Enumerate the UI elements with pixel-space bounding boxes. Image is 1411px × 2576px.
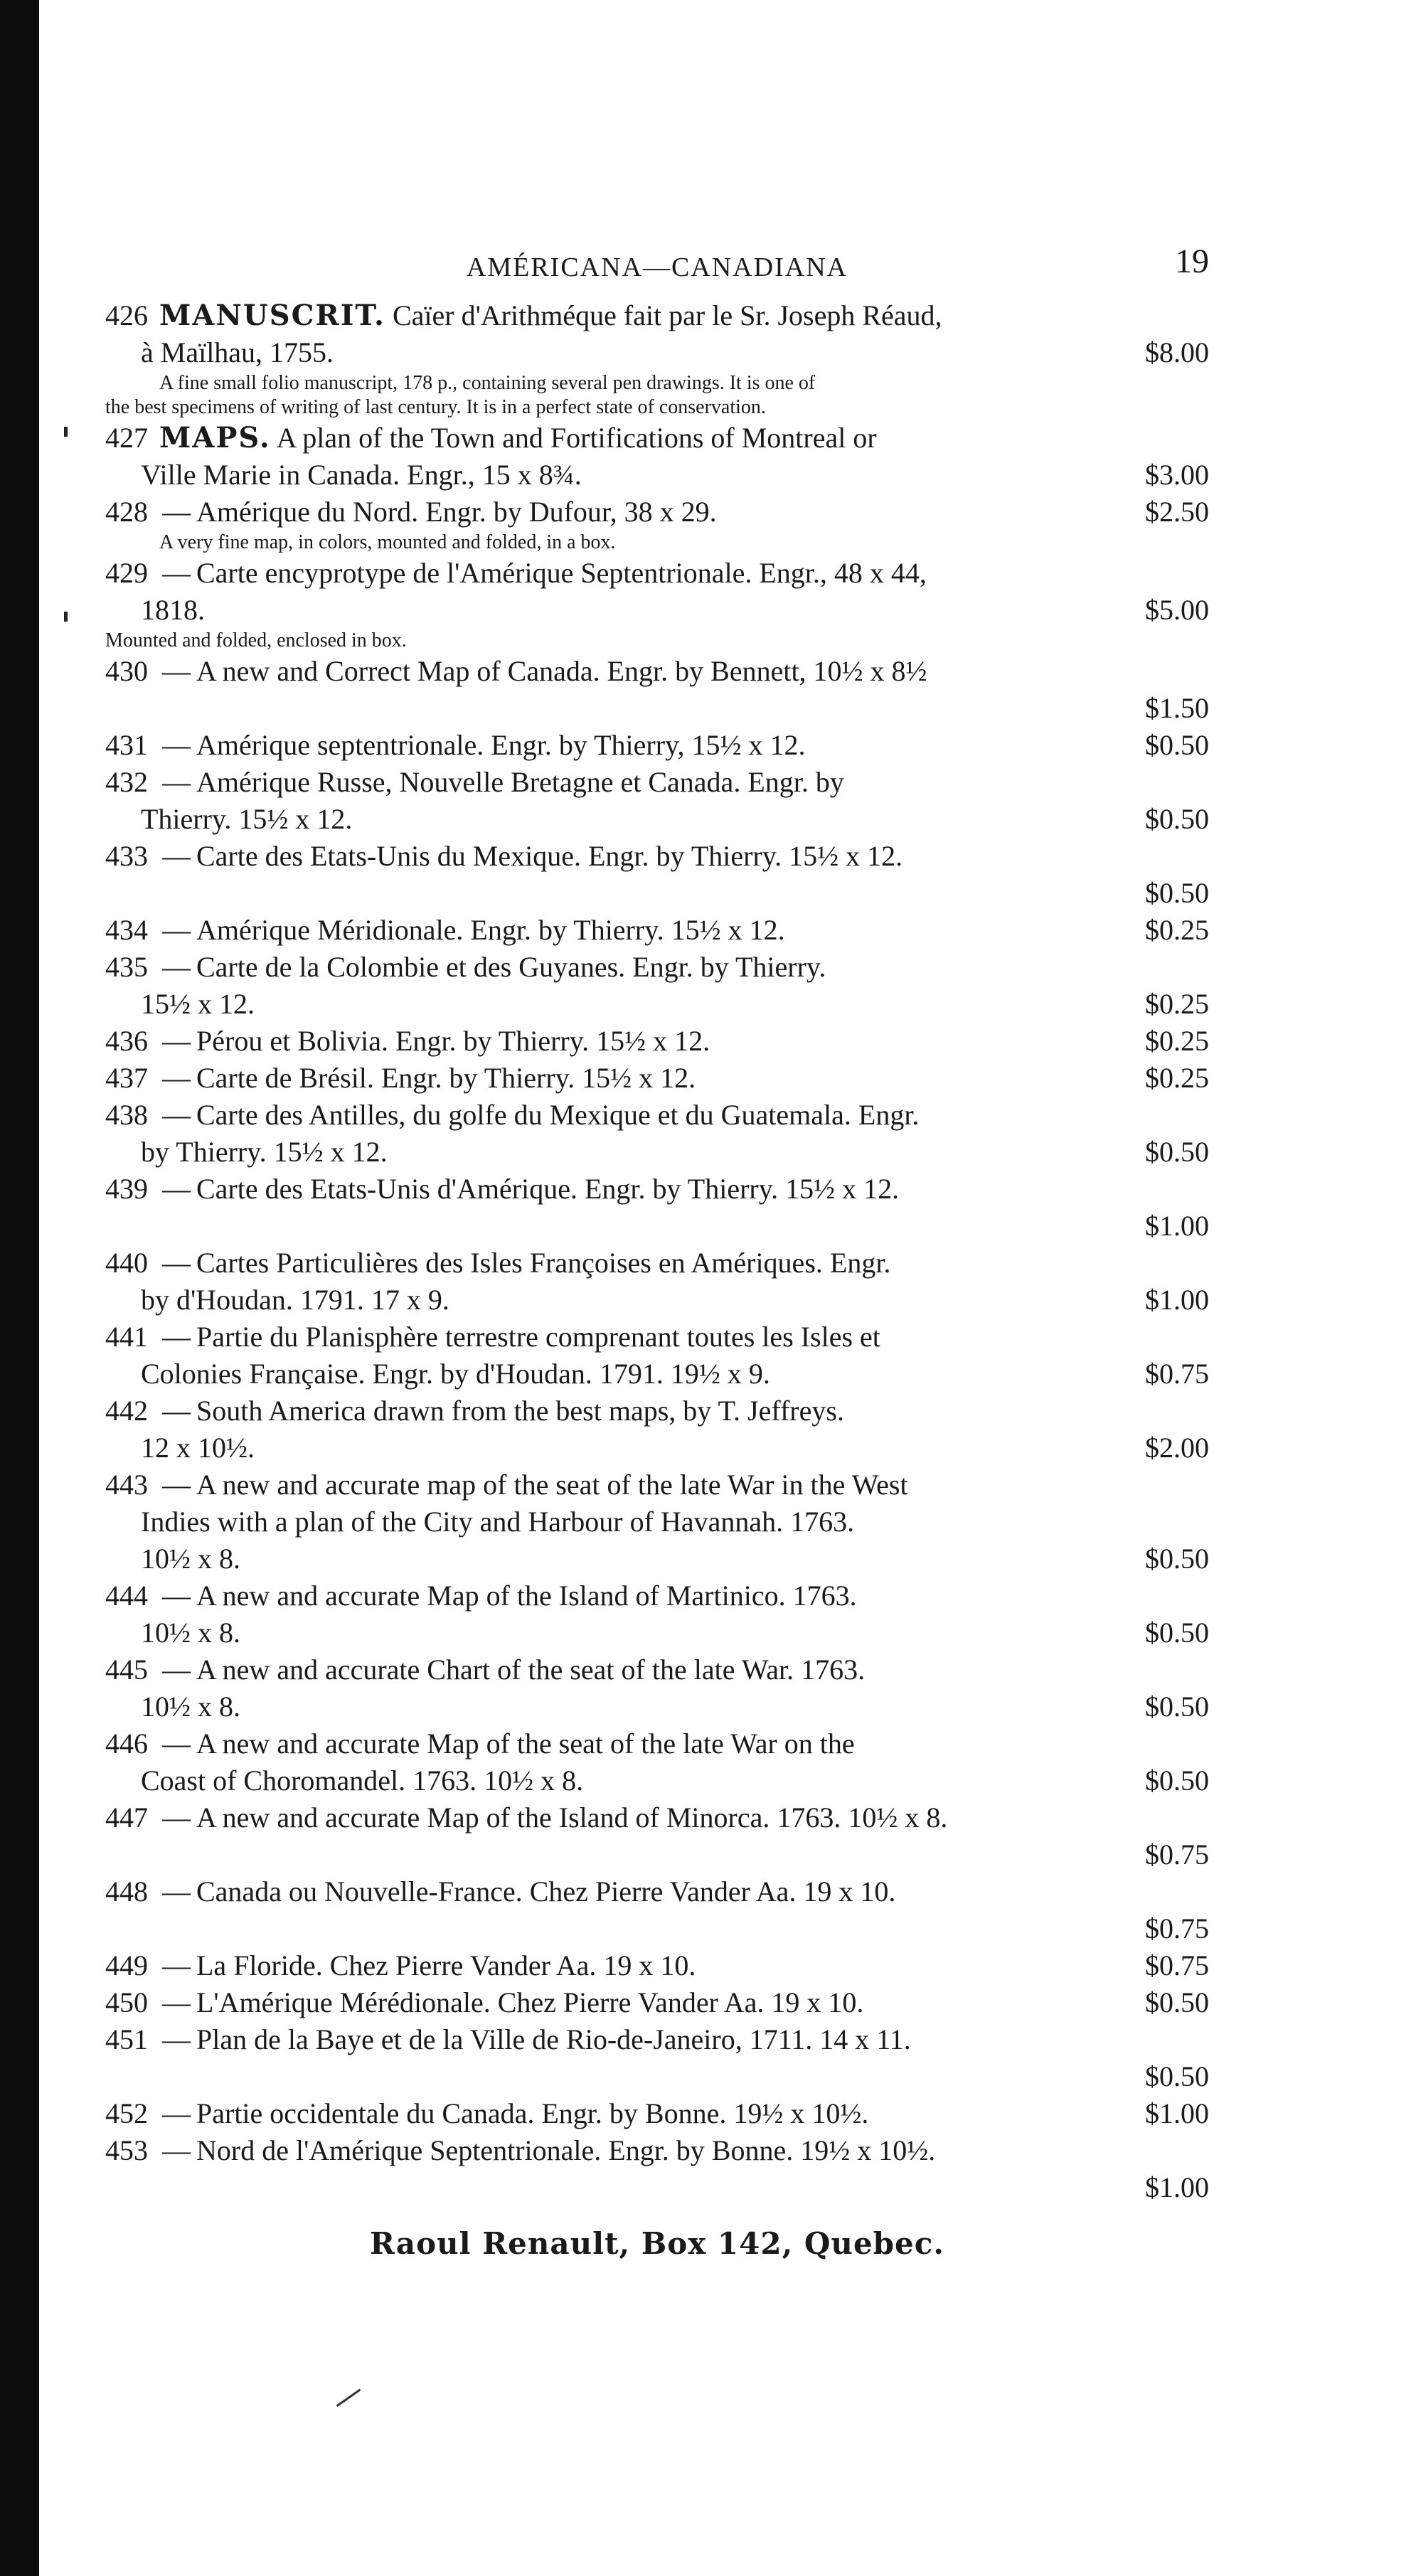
entry-price: $0.75 (1145, 1912, 1209, 1944)
entry-price: $0.50 (1145, 1136, 1209, 1168)
entry-text: Caïer d'Arithméque fait par le Sr. Joseph Réaud, (392, 299, 942, 331)
list-item (105, 555, 1209, 653)
entry-number: 429 (105, 557, 148, 589)
entry-price: $0.75 (1145, 1358, 1209, 1390)
list-item (105, 1393, 1209, 1467)
scan-edge-shadow (0, 0, 39, 2576)
list-item (105, 764, 1209, 838)
entry-text: 10½ x 8. (141, 1543, 240, 1575)
page-number: 19 (1175, 243, 1209, 280)
ditto-dash: — (162, 655, 191, 687)
ditto-dash: — (162, 2134, 191, 2166)
entry-number: 433 (105, 840, 148, 872)
ditto-dash: — (162, 2097, 191, 2129)
entry-number: 448 (105, 1875, 148, 1907)
entry-price: $0.50 (1145, 1986, 1209, 2018)
scan-speck (64, 612, 68, 622)
entry-text: by d'Houdan. 1791. 17 x 9. (141, 1284, 449, 1316)
entry-number: 449 (105, 1949, 148, 1981)
list-item (105, 420, 1209, 494)
entry-price: $8.00 (1145, 336, 1209, 368)
entry-price: $0.75 (1145, 1949, 1209, 1981)
entry-text: Canada ou Nouvelle-France. Chez Pierre Vander Aa. 19 x 10. (196, 1875, 896, 1907)
list-item (105, 1799, 1209, 1873)
ditto-dash: — (162, 1875, 191, 1907)
entry-text: Carte des Antilles, du golfe du Mexique et du Guatemala. Engr. (196, 1099, 920, 1131)
entry-text: Carte encyprotype de l'Amérique Septentrionale. Engr., 48 x 44, (196, 557, 927, 589)
entry-price: $3.00 (1145, 459, 1209, 491)
entry-text: A new and Correct Map of Canada. Engr. by Bennett, 10½ x 8½ (196, 655, 927, 687)
ditto-dash: — (162, 1986, 191, 2018)
list-item (105, 653, 1209, 727)
entry-text: Amérique Russe, Nouvelle Bretagne et Canada. Engr. by (196, 766, 844, 798)
ditto-dash: — (162, 914, 191, 946)
entry-price: $0.75 (1145, 1838, 1209, 1870)
entry-text: Carte des Etats-Unis du Mexique. Engr. by Thierry. 15½ x 12. (196, 840, 903, 872)
entry-number: 435 (105, 951, 148, 983)
entry-number: 439 (105, 1173, 148, 1205)
entry-text: A new and accurate Map of the Island of Minorca. 1763. 10½ x 8. (196, 1801, 948, 1833)
entry-price: $0.25 (1145, 1025, 1209, 1057)
entry-number: 446 (105, 1728, 148, 1760)
entry-text: Plan de la Baye et de la Ville de Rio-de-Janeiro, 1711. 14 x 11. (196, 2023, 911, 2055)
pencil-mark (336, 2389, 361, 2407)
entry-price: $0.50 (1145, 1617, 1209, 1649)
entry-price: $5.00 (1145, 594, 1209, 626)
list-item (105, 1245, 1209, 1319)
list-item (105, 727, 1209, 764)
entry-text: Colonies Française. Engr. by d'Houdan. 1791. 19½ x 9. (141, 1358, 770, 1390)
entry-number: 431 (105, 729, 148, 761)
entry-number: 430 (105, 655, 148, 687)
entry-number: 444 (105, 1580, 148, 1612)
scan-speck (64, 427, 68, 437)
entry-price: $1.00 (1145, 1210, 1209, 1242)
ditto-dash: — (162, 1025, 191, 1057)
entry-price: $0.25 (1145, 1062, 1209, 1094)
list-item (105, 1467, 1209, 1577)
entry-number: 445 (105, 1654, 148, 1686)
entry-text: Pérou et Bolivia. Engr. by Thierry. 15½ x 12. (196, 1025, 710, 1057)
entry-text: à Maïlhau, 1755. (141, 336, 334, 368)
entry-text: Ville Marie in Canada. Engr., 15 x 8¾. (141, 459, 582, 491)
list-item (105, 1577, 1209, 1651)
entry-price: $0.50 (1145, 729, 1209, 761)
running-head (105, 242, 1209, 292)
entry-price: $1.50 (1145, 692, 1209, 724)
entry-price: $0.50 (1145, 2060, 1209, 2092)
entry-number: 443 (105, 1469, 148, 1501)
ditto-dash: — (162, 1321, 191, 1353)
entry-text: Carte de la Colombie et des Guyanes. Engr. by Thierry. (196, 951, 826, 983)
ditto-dash: — (162, 1949, 191, 1981)
entry-text: Partie occidentale du Canada. Engr. by Bonne. 19½ x 10½. (196, 2097, 869, 2129)
ditto-dash: — (162, 1728, 191, 1760)
ditto-dash: — (162, 766, 191, 798)
page-title: AMÉRICANA—CANADIANA (466, 252, 848, 282)
ditto-dash: — (162, 840, 191, 872)
entry-number: 452 (105, 2097, 148, 2129)
list-item (105, 2021, 1209, 2095)
entry-text: 15½ x 12. (141, 988, 255, 1020)
entry-text: Carte des Etats-Unis d'Amérique. Engr. by Thierry. 15½ x 12. (196, 1173, 900, 1205)
ditto-dash: — (162, 1654, 191, 1686)
entry-text: Amérique septentrionale. Engr. by Thierry, 15½ x 12. (196, 729, 806, 761)
list-item (105, 2132, 1209, 2206)
entry-text: Cartes Particulières des Isles Françoises en Amériques. Engr. (196, 1247, 891, 1279)
entry-number: 440 (105, 1247, 148, 1279)
entry-price: $2.00 (1145, 1432, 1209, 1464)
entry-text: Amérique du Nord. Engr. by Dufour, 38 x 29. (196, 496, 717, 528)
entry-text: Nord de l'Amérique Septentrionale. Engr. by Bonne. 19½ x 10½. (196, 2134, 936, 2166)
entry-text: 1818. (141, 594, 205, 626)
entry-price: $0.25 (1145, 988, 1209, 1020)
entry-price: $2.50 (1145, 496, 1209, 528)
list-item (105, 1873, 1209, 1947)
ditto-dash: — (162, 557, 191, 589)
entry-text: A new and accurate Map of the seat of the late War on the (196, 1728, 855, 1760)
entry-number: 450 (105, 1986, 148, 2018)
entry-price: $0.50 (1145, 877, 1209, 909)
entry-price: $0.50 (1145, 803, 1209, 835)
entry-text: L'Amérique Mérédionale. Chez Pierre Vander Aa. 19 x 10. (196, 1986, 864, 2018)
entry-text: Amérique Méridionale. Engr. by Thierry. 15½ x 12. (196, 914, 785, 946)
entry-text: Carte de Brésil. Engr. by Thierry. 15½ x 12. (196, 1062, 696, 1094)
list-item (105, 1984, 1209, 2021)
entry-text: La Floride. Chez Pierre Vander Aa. 19 x 10. (196, 1949, 696, 1981)
ditto-dash: — (162, 1580, 191, 1612)
entry-price: $0.50 (1145, 1765, 1209, 1797)
entry-note: A very fine map, in colors, mounted and folded, in a box. (159, 531, 616, 553)
list-item (105, 1947, 1209, 1984)
entry-price: $1.00 (1145, 1284, 1209, 1316)
list-item (105, 1171, 1209, 1245)
list-item (105, 1097, 1209, 1171)
entry-number: 451 (105, 2023, 148, 2055)
list-item (105, 1725, 1209, 1799)
ditto-dash: — (162, 1173, 191, 1205)
list-item (105, 1060, 1209, 1097)
list-item (105, 1651, 1209, 1725)
ditto-dash: — (162, 1395, 191, 1427)
entry-number: 437 (105, 1062, 148, 1094)
ditto-dash: — (162, 729, 191, 761)
entry-number: 453 (105, 2134, 148, 2166)
list-item (105, 494, 1209, 555)
list-item (105, 297, 1209, 420)
entry-text: Coast of Choromandel. 1763. 10½ x 8. (141, 1765, 584, 1797)
entry-price: $0.50 (1145, 1691, 1209, 1723)
entry-text: A new and accurate Chart of the seat of the late War. 1763. (196, 1654, 866, 1686)
entry-heading: MAPS. (159, 421, 271, 454)
catalogue-page (105, 242, 1209, 2261)
entry-note: the best specimens of writing of last century. It is in a perfect state of conservation. (105, 396, 766, 418)
entry-number: 447 (105, 1801, 148, 1833)
entry-price: $1.00 (1145, 2097, 1209, 2129)
entry-number: 426 (105, 299, 148, 331)
entry-number: 441 (105, 1321, 148, 1353)
entry-price: $0.50 (1145, 1543, 1209, 1575)
entry-number: 427 (105, 422, 148, 454)
entry-text: A new and accurate Map of the Island of Martinico. 1763. (196, 1580, 857, 1612)
entry-text: 10½ x 8. (141, 1617, 240, 1649)
ditto-dash: — (162, 951, 191, 983)
publisher-imprint: Raoul Renault, Box 142, Quebec. (370, 2226, 944, 2261)
entry-price: $1.00 (1145, 2171, 1209, 2203)
entry-text: Thierry. 15½ x 12. (141, 803, 353, 835)
entry-number: 428 (105, 496, 148, 528)
ditto-dash: — (162, 496, 191, 528)
entry-text: Partie du Planisphère terrestre comprenant toutes les Isles et (196, 1321, 880, 1353)
entry-note: Mounted and folded, enclosed in box. (105, 629, 407, 651)
list-item (105, 1023, 1209, 1060)
list-item (105, 949, 1209, 1023)
entry-text: A new and accurate map of the seat of the late War in the West (196, 1469, 908, 1501)
ditto-dash: — (162, 2023, 191, 2055)
entry-text: 10½ x 8. (141, 1691, 240, 1723)
ditto-dash: — (162, 1469, 191, 1501)
ditto-dash: — (162, 1062, 191, 1094)
entry-number: 438 (105, 1099, 148, 1131)
ditto-dash: — (162, 1247, 191, 1279)
ditto-dash: — (162, 1099, 191, 1131)
entry-number: 442 (105, 1395, 148, 1427)
entry-text: 12 x 10½. (141, 1432, 255, 1464)
entry-text: South America drawn from the best maps, by T. Jeffreys. (196, 1395, 844, 1427)
list-item (105, 2095, 1209, 2132)
list-item (105, 912, 1209, 949)
entry-number: 436 (105, 1025, 148, 1057)
entry-number: 434 (105, 914, 148, 946)
entry-heading: MANUSCRIT. (159, 299, 385, 332)
list-item (105, 1319, 1209, 1393)
entry-number: 432 (105, 766, 148, 798)
entry-note: A fine small folio manuscript, 178 p., containing several pen drawings. It is one of (159, 372, 816, 394)
entry-text: A plan of the Town and Fortifications of Montreal or (276, 422, 877, 454)
entry-price: $0.25 (1145, 914, 1209, 946)
entry-text: by Thierry. 15½ x 12. (141, 1136, 388, 1168)
entry-text: Indies with a plan of the City and Harbour of Havannah. 1763. (141, 1506, 855, 1538)
ditto-dash: — (162, 1801, 191, 1833)
list-item (105, 838, 1209, 912)
